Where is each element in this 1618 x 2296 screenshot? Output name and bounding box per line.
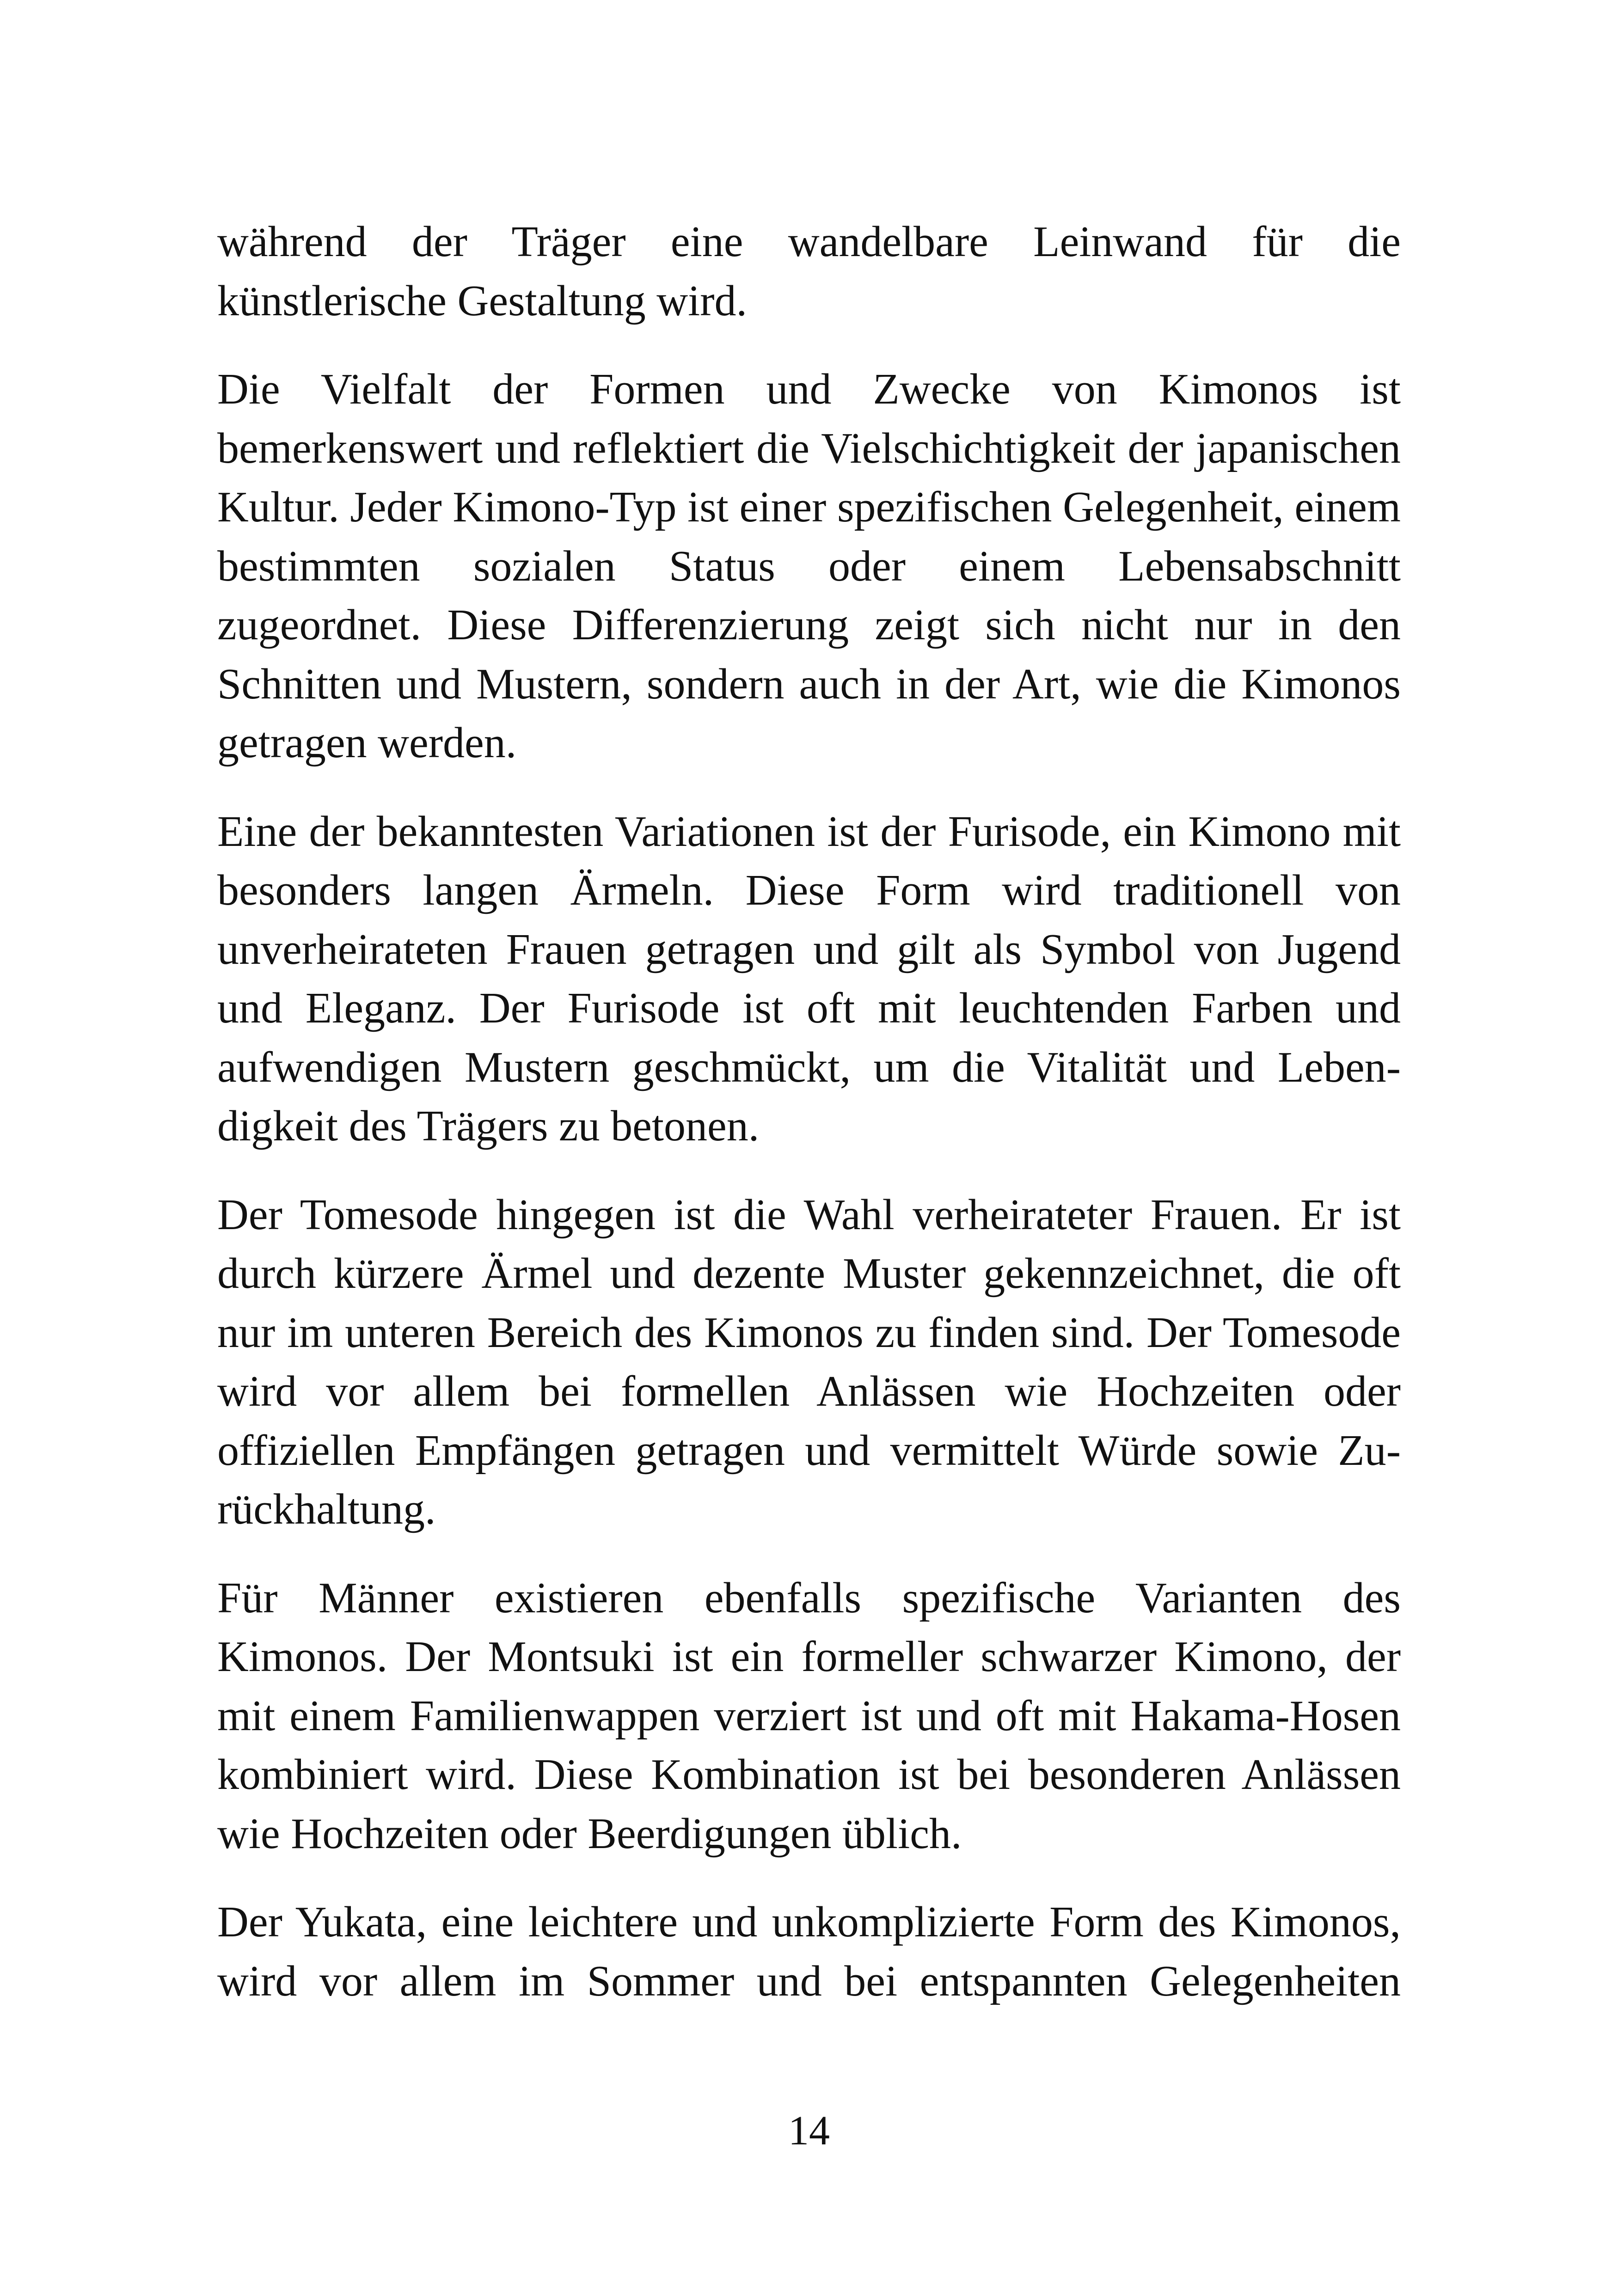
paragraph-6: Der Yukata, eine leichtere und unkomplizierte Form des Kimonos, wird vor allem im Sommer und bei entspannten Gelegenheiten bbox=[217, 1898, 1401, 2005]
page-number: 14 bbox=[788, 2108, 830, 2154]
paragraph-3: Eine der bekanntesten Variationen ist der Furisode, ein Kimono mit besonders langen Ärmeln. Diese Form wird traditionell von unverheirateten Frauen getragen und gilt als Symbol von Jugend und Eleganz. Der Furisode ist oft mit leuchtenden Farben und aufwendigen Mustern geschmückt, um die Vitalität und Lebendigkeit des Trägers zu betonen. bbox=[217, 807, 1401, 1150]
paragraph-5: Für Männer existieren ebenfalls spezifische Varianten des Kimonos. Der Montsuki ist ein formeller schwarzer Kimono, der mit einem Familienwappen verziert ist und oft mit Hakama-Hosen kombiniert wird. Diese Kombination ist bei besonderen Anlässen wie Hochzeiten oder Beerdigungen üblich. bbox=[217, 1574, 1401, 1858]
paragraph-2: Die Vielfalt der Formen und Zwecke von Kimonos ist bemerkenswert und reflektiert die Vielschichtigkeit der japanischen Kultur. Jeder Kimono-Typ ist einer spezifischen Gelegenheit, einem bestimmten sozialen Status oder einem Lebensabschnitt zugeordnet. Diese Differenzierung zeigt sich nicht nur in den Schnitten und Mustern, sondern auch in der Art, wie die Kimonos getragen werden. bbox=[217, 365, 1401, 767]
paragraph-1: während der Träger eine wandelbare Leinwand für die künstlerische Gestaltung wird. bbox=[217, 218, 1401, 325]
paragraph-4: Der Tomesode hingegen ist die Wahl verheirateter Frauen. Er ist durch kürzere Ärmel und dezente Muster gekennzeichnet, die oft nur im unteren Bereich des Kimonos zu finden sind. Der Tomesode wird vor allem bei formellen Anlässen wie Hochzeiten oder offiziellen Empfängen getragen und vermittelt Würde sowie Zurückhaltung. bbox=[217, 1190, 1401, 1533]
body-text bbox=[217, 213, 1401, 2040]
